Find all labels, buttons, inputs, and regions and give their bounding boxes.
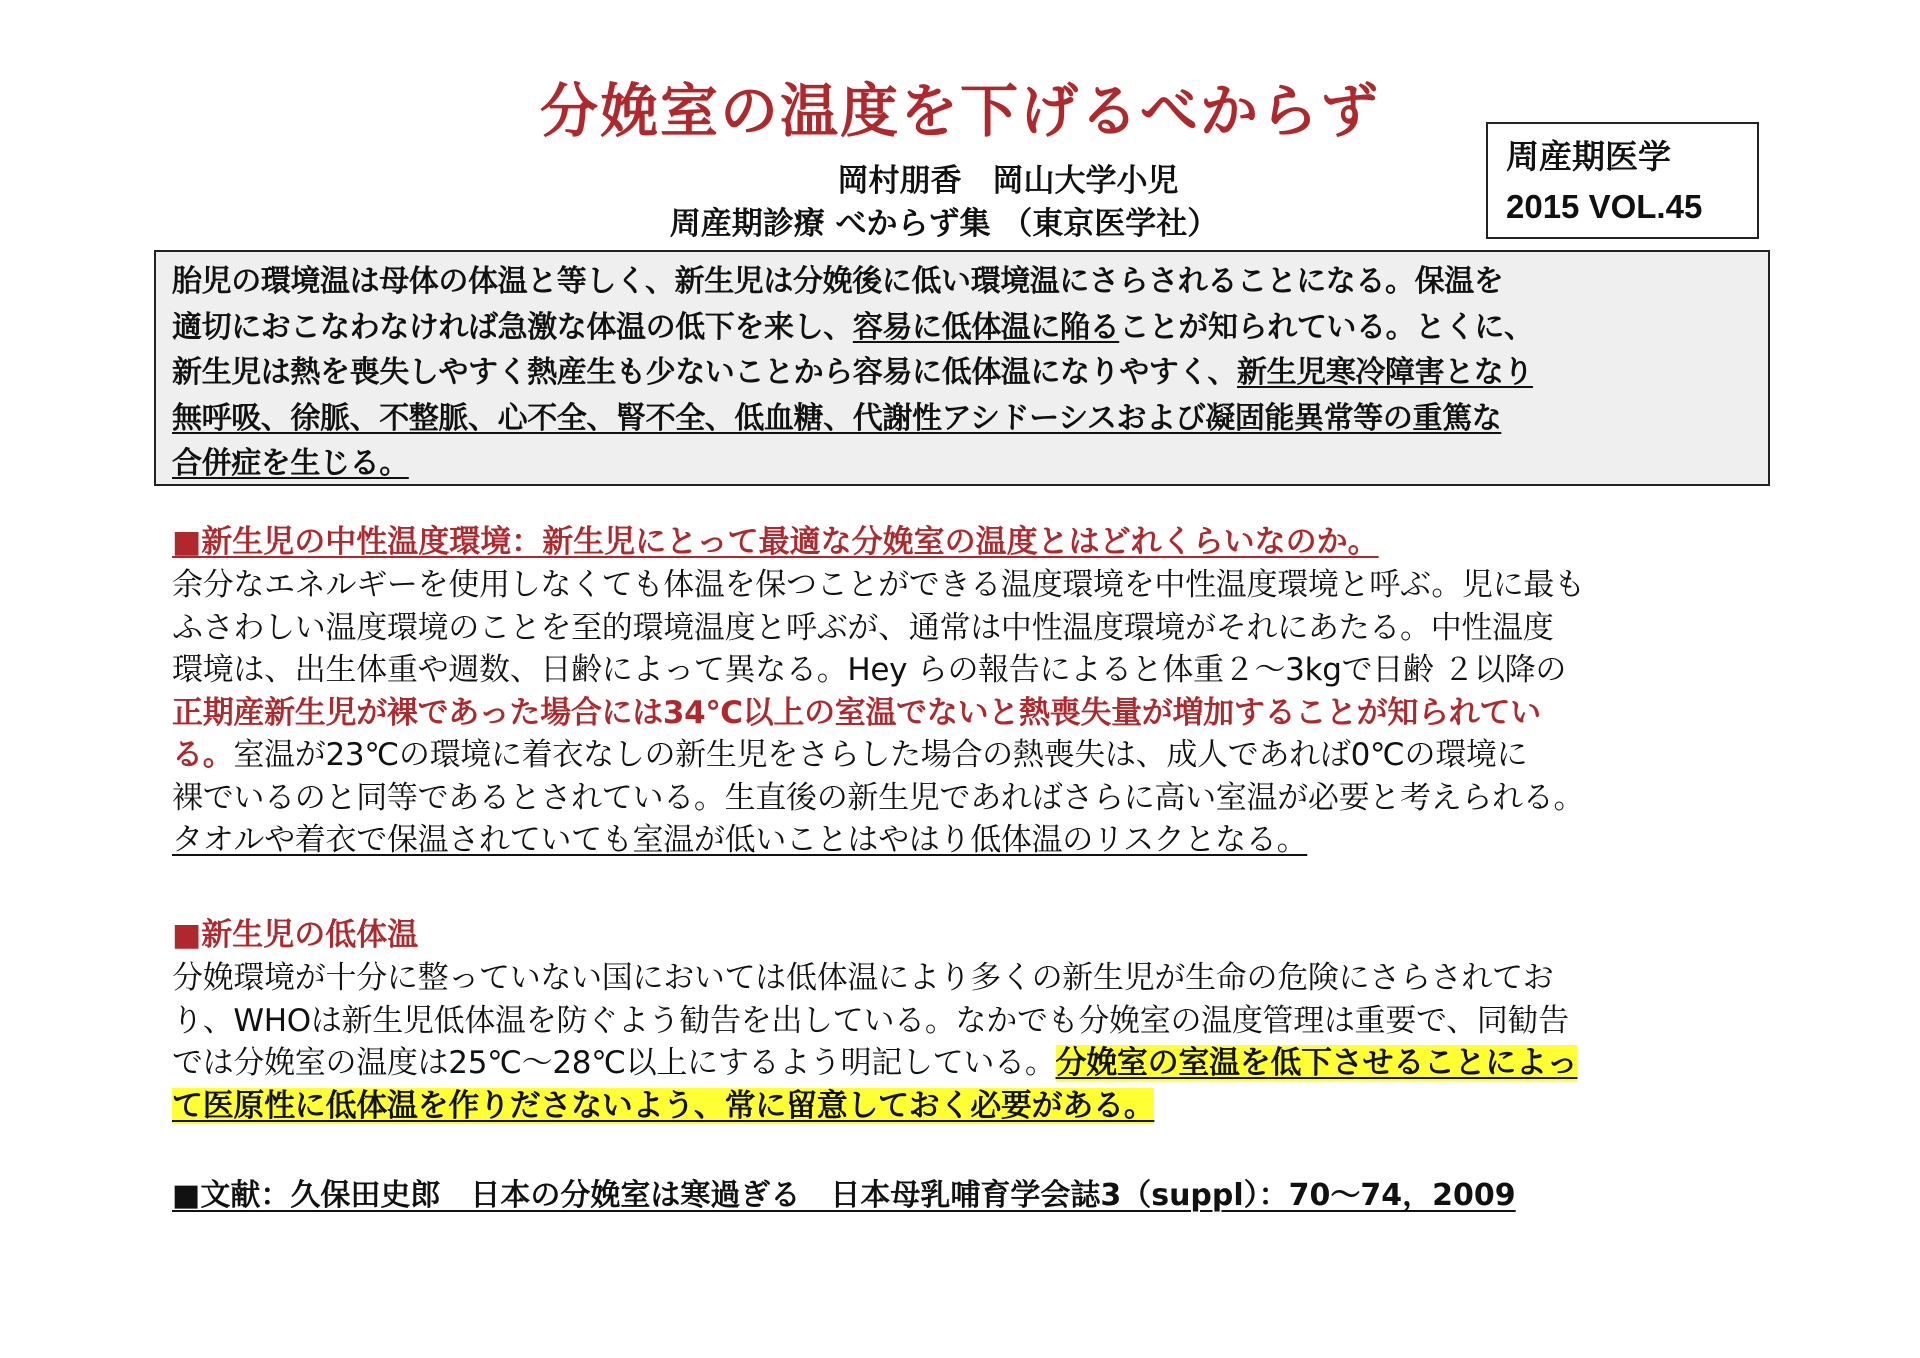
source-line: 周産期診療 べからず集 （東京医学社） — [669, 206, 1219, 242]
section-heading: ■新生児の低体温 — [172, 917, 419, 953]
journal-issue: 2015 VOL.45 — [1506, 188, 1703, 225]
body-line: 正期産新生児が裸であった場合には34℃以上の室温でないと熱喪失量が増加することが知られてい — [172, 694, 1541, 731]
journal-name: 周産期医学 — [1506, 138, 1671, 175]
body-line: り、WHOは新生児低体温を防ぐよう勧告を出している。なかでも分娩室の温度管理は重要で、同勧告 — [172, 1002, 1569, 1039]
section-neonatal-hypothermia — [172, 913, 1772, 1127]
abstract-line: 無呼吸、徐脈、不整脈、心不全、腎不全、低血糖、代謝性アシドーシスおよび凝固能異常等の重篤な — [172, 400, 1502, 436]
body-line: 余分なエネルギーを使用しなくても体温を保つことができる温度環境を中性温度環境と呼ぶ。児に最も — [172, 567, 1585, 603]
abstract-line: 適切におこなわなければ急激な体温の低下を来し、容易に低体温に陥ることが知られている。とくに、 — [172, 309, 1534, 345]
section-neutral-thermal-environment — [172, 520, 1772, 862]
abstract-box — [154, 250, 1770, 486]
journal-box — [1486, 122, 1759, 239]
abstract-line: 新生児は熱を喪失しやすく熱産生も少ないことから容易に低体温になりやすく、新生児寒冷障害となり — [172, 355, 1533, 390]
highlighted-text: て医原性に低体温を作りださないよう、常に留意しておく必要がある。 — [172, 1087, 1155, 1124]
section-heading: ■新生児の中性温度環境：新生児にとって最適な分娩室の温度とはどれくらいなのか。 — [172, 524, 1379, 560]
reference-line: ■文献：久保田史郎 日本の分娩室は寒過ぎる 日本母乳哺育学会誌3（suppl）：70～74，2009 — [172, 1178, 1516, 1213]
body-line: では分娩室の温度は25℃～28℃以上にするよう明記している。分娩室の室温を低下させることによっ — [172, 1045, 1578, 1081]
body-line: 分娩環境が十分に整っていない国においては低体温により多くの新生児が生命の危険にさらされてお — [172, 960, 1554, 996]
body-line — [172, 1085, 1772, 1128]
abstract-line: 合併症を生じる。 — [172, 446, 409, 481]
author-line: 岡村朋香 岡山大学小児 — [837, 163, 1179, 199]
abstract-line: 胎児の環境温は母体の体温と等しく、新生児は分娩後に低い環境温にさらされることになる。保温を — [172, 264, 1504, 299]
page-title: 分娩室の温度を下げるべからず — [539, 77, 1380, 145]
highlighted-text: 分娩室の室温を低下させることによっ — [1055, 1045, 1578, 1081]
body-line: 環境は、出生体重や週数、日齢によって異なる。Hey らの報告によると体重２～3kgで日齢 ２以降の — [172, 652, 1567, 688]
body-line: 裸でいるのと同等であるとされている。生直後の新生児であればさらに高い室温が必要と考えられる。 — [172, 779, 1585, 816]
body-line: ふさわしい温度環境のことを至的環境温度と呼ぶが、通常は中性温度環境がそれにあたる。中性温度 — [172, 609, 1554, 646]
body-line: タオルや着衣で保温されていても室温が低いことはやはり低体温のリスクとなる。 — [172, 822, 1308, 858]
body-line: る。室温が23℃の環境に着衣なしの新生児をさらした場合の熱喪失は、成人であれば0℃の環境に — [172, 737, 1528, 773]
